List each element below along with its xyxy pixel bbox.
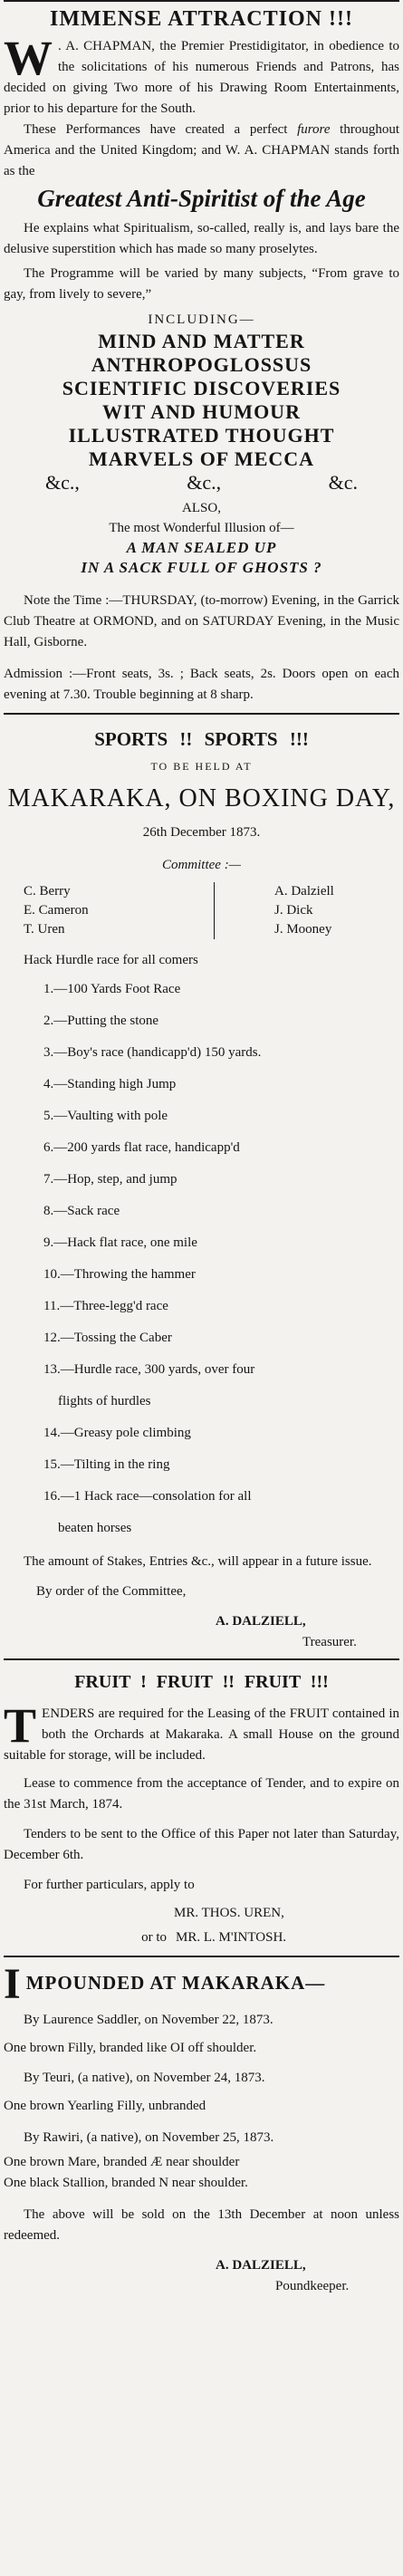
event-item: 4.—Standing high Jump xyxy=(43,1077,177,1091)
fruit-para3: Tenders to be sent to the Office of this Paper not later than Saturday, December 6th. xyxy=(4,1827,399,1862)
impound-entry-3-by: By Rawiri, (a native), on November 25, 1873. xyxy=(24,2130,274,2145)
held-label: TO BE HELD AT xyxy=(150,760,253,773)
program-item: ILLUSTRATED THOUGHT xyxy=(68,424,335,447)
event-item: 1.—100 Yards Foot Race xyxy=(43,982,181,996)
wonder-line: The most Wonderful Illusion of— xyxy=(109,521,294,535)
tagline: Greatest Anti-Spiritist of the Age xyxy=(37,185,366,212)
fruit-para2: Lease to commence from the acceptance of Tender, and to expire on the 31st March, 1874. xyxy=(4,1776,399,1812)
chapman-para2 xyxy=(4,120,399,182)
headline-impounded: MPOUNDED AT MAKARAKA— xyxy=(25,1972,326,1994)
headline-immense-attraction: IMMENSE ATTRACTION !!! xyxy=(50,7,353,31)
ad-impounded xyxy=(4,1965,399,2297)
committee-member: T. Uren xyxy=(24,922,65,937)
event-item: 3.—Boy's race (handicapp'd) 150 yards. xyxy=(43,1045,262,1060)
committee-member: J. Mooney xyxy=(274,922,332,937)
etc-text: &c. xyxy=(328,471,358,494)
signature-title: Treasurer. xyxy=(302,1635,357,1649)
impound-entry-2-desc: One brown Yearling Filly, unbranded xyxy=(4,2099,206,2113)
program-item: ANTHROPOGLOSSUS xyxy=(91,353,312,376)
committee-label: Committee :— xyxy=(161,858,242,872)
divider-rule xyxy=(4,1956,399,1957)
event-item: 16.—1 Hack race—consolation for all xyxy=(43,1489,252,1504)
contact-2: MR. L. M'INTOSH. xyxy=(176,1930,287,1945)
event-item: 8.—Sack race xyxy=(43,1204,120,1218)
event-item: 5.—Vaulting with pole xyxy=(43,1109,168,1123)
dropcap-i: I xyxy=(4,1965,21,2003)
program-items xyxy=(4,330,399,471)
ad-chapman xyxy=(4,2,399,713)
ad-sports xyxy=(4,715,399,1658)
makaraka-boxing-day: MAKARAKA, ON BOXING DAY, xyxy=(7,784,396,812)
dropcap-w: W xyxy=(4,31,53,85)
contact-2-row xyxy=(4,1927,399,1956)
signature-name: A. DALZIELL, xyxy=(216,1614,306,1629)
admission-para: Admission :—Front seats, 3s. ; Back seats, 2s. Doors open on each evening at 7.30. Trouble beginning at 8 sharp. xyxy=(4,667,399,702)
committee-member: E. Cameron xyxy=(24,903,89,918)
illusion-line-1: A MAN SEALED UP xyxy=(126,539,277,556)
stakes-para: The amount of Stakes, Entries &c., will appear in a future issue. xyxy=(24,1554,372,1569)
event-date: 26th December 1873. xyxy=(142,825,261,840)
event-item: 15.—Tilting in the ring xyxy=(43,1457,170,1472)
etc-text: &c., xyxy=(45,471,80,494)
program-item: MARVELS OF MECCA xyxy=(88,447,315,470)
committee-right-col xyxy=(274,882,334,939)
committee-member: A. Dalziell xyxy=(274,884,334,899)
also-label: ALSO, xyxy=(182,501,221,515)
ad-fruit xyxy=(4,1660,399,1956)
chapman-intro xyxy=(4,31,399,120)
para2-text-a: These Performances have created a perfect xyxy=(24,122,298,137)
committee-member: J. Dick xyxy=(274,903,313,918)
order-line: By order of the Committee, xyxy=(36,1584,187,1599)
impound-entry-1-by: By Laurence Saddler, on November 22, 1873. xyxy=(24,2013,273,2027)
fruit-para4: For further particulars, apply to xyxy=(24,1878,195,1892)
program-item: WIT AND HUMOUR xyxy=(102,400,301,423)
pound-signature-name: A. DALZIELL, xyxy=(216,2258,306,2273)
event-item: 12.—Tossing the Caber xyxy=(43,1331,172,1345)
event-item: 13.—Hurdle race, 300 yards, over four xyxy=(43,1362,255,1377)
committee-member: C. Berry xyxy=(24,884,71,899)
program-item: SCIENTIFIC DISCOVERIES xyxy=(62,377,341,399)
event-item: 10.—Throwing the hammer xyxy=(43,1267,196,1282)
impound-entry-2-by: By Teuri, (a native), on November 24, 1873. xyxy=(24,2071,265,2085)
including-label: INCLUDING— xyxy=(148,312,255,327)
time-para: Note the Time :—THURSDAY, (to-morrow) Evening, in the Garrick Club Theatre at ORMOND, and on SATURDAY Evening, in the Music Hall, Gisborne. xyxy=(4,593,399,649)
etc-row xyxy=(4,471,399,495)
event-item-continuation: flights of hurdles xyxy=(58,1394,151,1408)
dropcap-t: T xyxy=(4,1698,37,1753)
impound-entry-1-desc: One brown Filly, branded like OI off shoulder. xyxy=(4,2041,257,2055)
events-list xyxy=(4,974,399,1544)
sale-notice: The above will be sold on the 13th December at noon unless redeemed. xyxy=(4,2207,399,2243)
etc-text: &c., xyxy=(187,471,222,494)
pound-signature-title: Poundkeeper. xyxy=(275,2279,350,2293)
events-intro: Hack Hurdle race for all comers xyxy=(24,953,198,967)
headline-fruit: FRUIT ! FRUIT !! FRUIT !!! xyxy=(74,1672,329,1692)
impound-entry-3-desc-1: One brown Mare, branded Æ near shoulder xyxy=(4,2155,240,2169)
event-item-continuation: beaten horses xyxy=(58,1521,132,1535)
impound-entry-3-desc-2: One black Stallion, branded N near shoulder. xyxy=(4,2176,248,2190)
event-item: 11.—Three-legg'd race xyxy=(43,1299,168,1313)
event-item: 14.—Greasy pole climbing xyxy=(43,1426,191,1440)
newspaper-column xyxy=(4,0,399,2297)
event-item: 6.—200 yards flat race, handicapp'd xyxy=(43,1140,240,1155)
committee-left-col xyxy=(4,882,205,939)
fruit-para1-text: ENDERS are required for the Leasing of the FRUIT contained in both the Orchards at Makaraka. A small House on the ground suitable for storage, will be included. xyxy=(4,1706,399,1763)
illusion-line-2: IN A SACK FULL OF GHOSTS ? xyxy=(81,559,322,576)
event-item: 9.—Hack flat race, one mile xyxy=(43,1235,197,1250)
program-item: MIND AND MATTER xyxy=(98,330,305,352)
chapman-para3: He explains what Spiritualism, so-called, really is, and lays bare the delusive superstition which has made so many proselytes. xyxy=(4,221,399,256)
chapman-para4: The Programme will be varied by many subjects, “From grave to gay, from lively to severe,” xyxy=(4,266,399,302)
headline-sports: SPORTS !! SPORTS !!! xyxy=(94,728,309,750)
or-to: or to xyxy=(141,1930,167,1945)
para2-text-b: throughout America and the United Kingdom; and W. A. CHAPMAN stands forth as the xyxy=(4,122,399,178)
fruit-para1 xyxy=(4,1698,399,1766)
committee-divider xyxy=(214,882,215,939)
event-item: 2.—Putting the stone xyxy=(43,1014,159,1028)
contact-1: MR. THOS. UREN, xyxy=(174,1906,284,1920)
committee-table xyxy=(4,882,399,939)
chapman-para1: . A. CHAPMAN, the Premier Prestidigitator, in obedience to the solicitations of his numerous Friends and Patrons, has decided on giving Two more of his Drawing Room Entertainments, prior to his departure for the South. xyxy=(4,39,399,116)
impounded-headline xyxy=(4,1965,399,2003)
furore-word: furore xyxy=(297,122,331,137)
event-item: 7.—Hop, step, and jump xyxy=(43,1172,178,1187)
